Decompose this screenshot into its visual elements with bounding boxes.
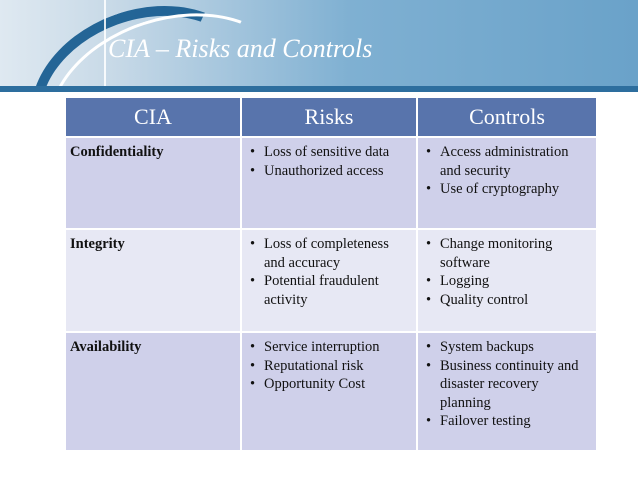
vertical-divider xyxy=(104,0,106,92)
header-controls: Controls xyxy=(417,97,597,137)
list-item: • Use of cryptography xyxy=(422,180,592,199)
row-label-confidentiality: Confidentiality xyxy=(65,137,241,229)
list-item: • System backups xyxy=(422,338,592,357)
table-header-row xyxy=(65,97,597,137)
risks-list xyxy=(246,143,412,180)
controls-list xyxy=(422,235,592,309)
banner-rule xyxy=(0,86,638,92)
header-cia: CIA xyxy=(65,97,241,137)
table-row xyxy=(65,137,597,229)
list-item: • Service interruption xyxy=(246,338,412,357)
controls-cell xyxy=(417,229,597,332)
risks-list xyxy=(246,235,412,309)
controls-list xyxy=(422,338,592,431)
list-item: • Opportunity Cost xyxy=(246,375,412,394)
risks-list xyxy=(246,338,412,394)
list-item: • Unauthorized access xyxy=(246,162,412,181)
list-item: • Logging xyxy=(422,272,592,291)
list-item: • Reputational risk xyxy=(246,357,412,376)
controls-cell xyxy=(417,137,597,229)
list-item: • Failover testing xyxy=(422,412,592,431)
slide-title: CIA – Risks and Controls xyxy=(108,34,373,63)
list-item: • Potential fraudulent activity xyxy=(246,272,412,309)
controls-cell xyxy=(417,332,597,451)
risks-cell xyxy=(241,332,417,451)
list-item: • Business continuity and disaster recovery planning xyxy=(422,357,592,413)
list-item: • Loss of completeness and accuracy xyxy=(246,235,412,272)
table-row xyxy=(65,229,597,332)
risks-cell xyxy=(241,229,417,332)
list-item: • Change monitoring software xyxy=(422,235,592,272)
cia-table xyxy=(64,96,598,452)
row-label-integrity: Integrity xyxy=(65,229,241,332)
list-item: • Loss of sensitive data xyxy=(246,143,412,162)
risks-cell xyxy=(241,137,417,229)
table-row xyxy=(65,332,597,451)
list-item: • Access administration and security xyxy=(422,143,592,180)
list-item: • Quality control xyxy=(422,291,592,310)
controls-list xyxy=(422,143,592,199)
row-label-availability: Availability xyxy=(65,332,241,451)
header-risks: Risks xyxy=(241,97,417,137)
cia-table-container xyxy=(64,96,596,446)
